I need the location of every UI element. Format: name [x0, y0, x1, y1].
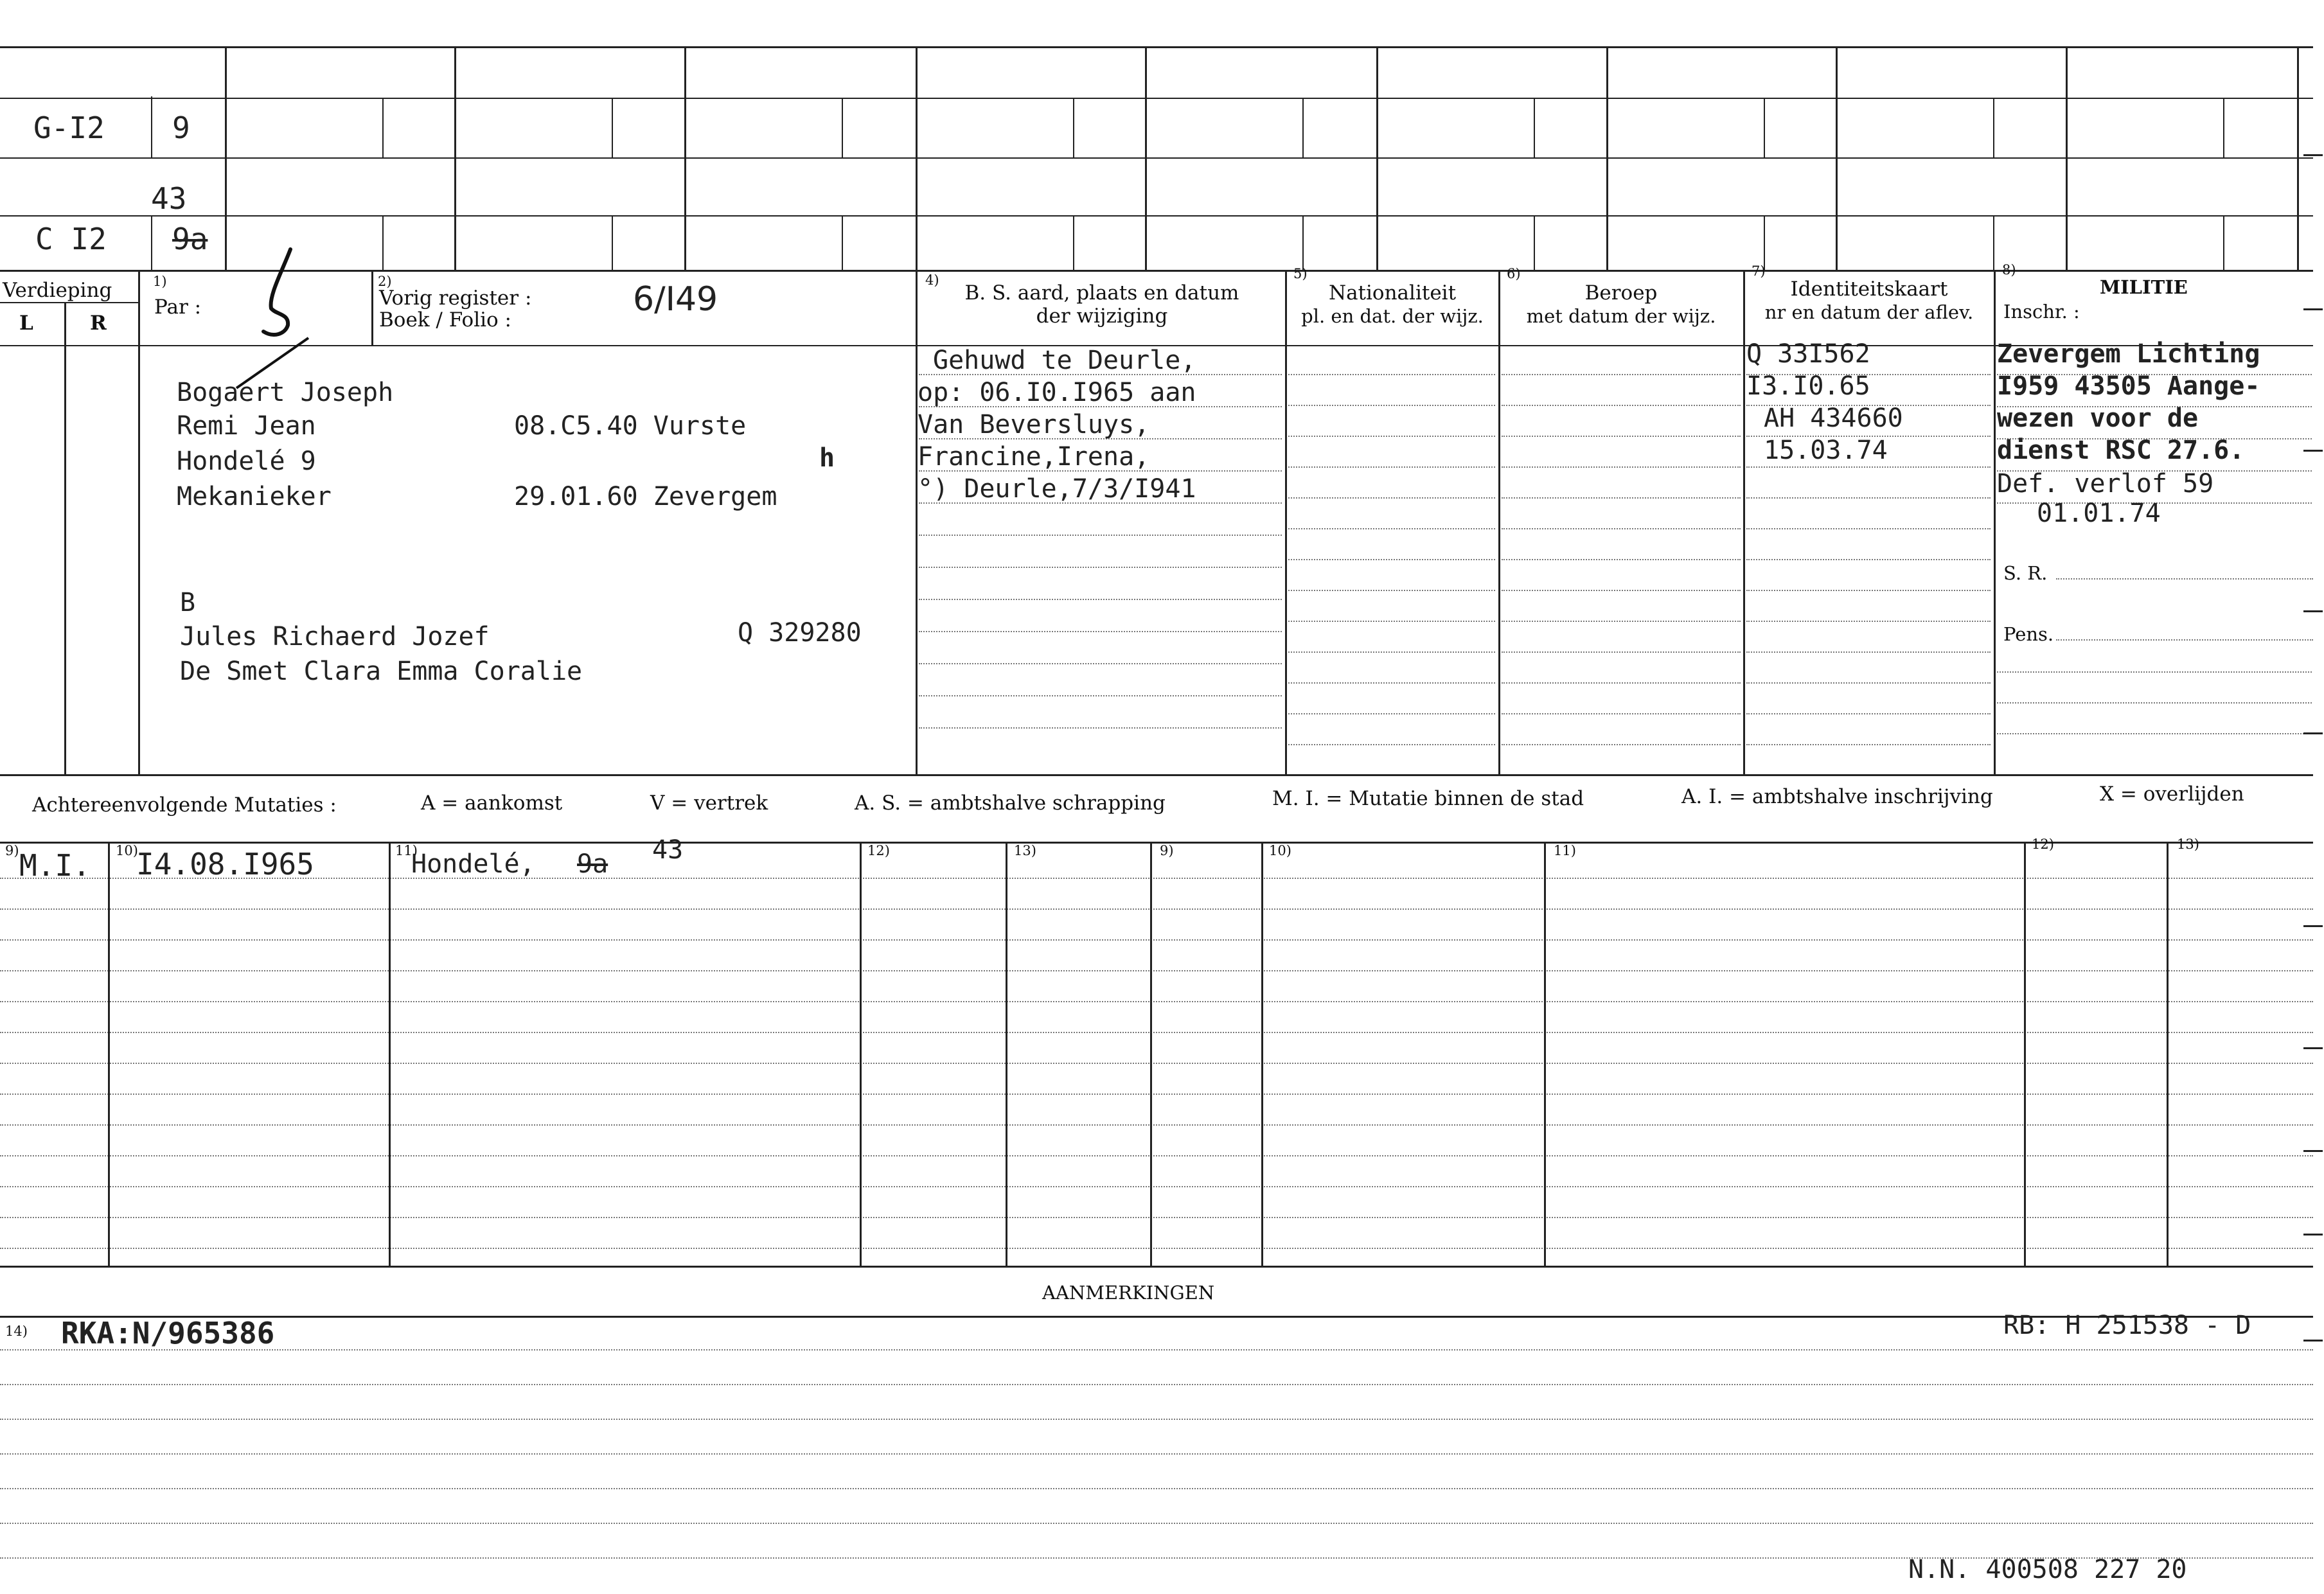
legend-removal: A. S. = ambtshalve schrapping — [855, 792, 1166, 815]
grid-line — [0, 774, 2313, 776]
grid-line — [684, 46, 686, 270]
mother-name: De Smet Clara Emma Coralie — [180, 657, 583, 686]
grid-line — [919, 727, 1282, 729]
grid-line — [1993, 215, 1994, 270]
grid-line — [919, 631, 1282, 632]
grid-line — [916, 270, 918, 774]
col-r-label: R — [90, 312, 107, 335]
top-border — [0, 46, 2313, 48]
section-b: B — [180, 588, 196, 617]
person-occupation: Mekanieker — [177, 482, 332, 511]
grid-line — [860, 842, 862, 1266]
grid-line — [1534, 215, 1535, 270]
grid-line — [1288, 590, 1495, 591]
grid-line — [0, 1488, 2313, 1489]
grid-line — [1502, 405, 1741, 406]
grid-line — [1502, 651, 1741, 653]
person-birth: 08.C5.40 Vurste — [514, 411, 747, 441]
nat-header-2: pl. en dat. der wijz. — [1301, 305, 1484, 327]
mut-col-9b: 9) — [1160, 843, 1174, 858]
grid-line — [916, 46, 918, 270]
grid-line — [2223, 215, 2224, 270]
id-date-2: 15.03.74 — [1764, 436, 1888, 465]
mut-col-12: 12) — [867, 843, 890, 858]
mutation-old-number: 9a — [577, 849, 608, 879]
grid-line — [138, 270, 140, 774]
civil-line-4: Francine,Irena, — [918, 442, 1150, 472]
grid-line — [371, 270, 373, 345]
grid-line — [0, 1266, 2313, 1268]
civil-line-2: op: 06.I0.I965 aan — [918, 378, 1196, 407]
grid-line — [1502, 528, 1741, 529]
grid-line — [0, 157, 2313, 159]
grid-line — [1746, 682, 1991, 684]
mut-col-11b: 11) — [1554, 843, 1576, 858]
grid-line — [1502, 590, 1741, 591]
top-value-3: 9a — [172, 222, 208, 256]
civil-line-3: Van Beversluys, — [918, 410, 1150, 439]
grid-line — [1288, 713, 1495, 714]
top-value-2: 43 — [151, 181, 187, 216]
mut-col-13b: 13) — [2177, 837, 2199, 852]
grid-line — [1502, 374, 1741, 375]
grid-line — [1502, 713, 1741, 714]
grid-line — [1502, 436, 1741, 437]
militie-line-4: dienst RSC 27.6. — [1997, 436, 2245, 465]
grid-line — [1746, 497, 1991, 499]
beroep-header-1: Beroep — [1584, 281, 1658, 305]
mutation-date: I4.08.I965 — [136, 847, 314, 881]
grid-line — [2303, 308, 2323, 310]
grid-line — [1502, 682, 1741, 684]
grid-line — [1746, 528, 1991, 529]
grid-line — [1288, 559, 1495, 560]
mut-col-11: 11) — [395, 843, 418, 858]
legend-death: X = overlijden — [2100, 783, 2244, 806]
grid-line — [0, 1523, 2313, 1524]
top-code-3: C I2 — [35, 222, 107, 256]
grid-line — [919, 567, 1282, 568]
grid-line — [1544, 842, 1546, 1266]
remarks-rka: RKA:N/965386 — [61, 1316, 275, 1350]
grid-line — [1502, 466, 1741, 468]
grid-line — [2303, 610, 2323, 612]
grid-line — [1502, 621, 1741, 622]
grid-line — [0, 878, 2313, 879]
mutation-address: Hondelé, — [411, 849, 535, 879]
grid-line — [1994, 270, 1996, 774]
grid-line — [1746, 466, 1991, 468]
grid-line — [2056, 578, 2313, 580]
grid-line — [1746, 590, 1991, 591]
note-2: 2) — [378, 274, 392, 289]
grid-line — [1288, 682, 1495, 684]
legend-departure: V = vertrek — [650, 792, 768, 815]
beroep-header-2: met datum der wijz. — [1526, 305, 1716, 327]
note-4: 4) — [925, 272, 939, 288]
grid-line — [1997, 671, 2312, 673]
grid-line — [151, 215, 152, 270]
militie-line-6: 01.01.74 — [2037, 499, 2161, 528]
grid-line — [382, 98, 384, 159]
grid-line — [0, 1155, 2313, 1156]
grid-line — [0, 1186, 2313, 1187]
grid-line — [2303, 1150, 2323, 1152]
register-value: 6/I49 — [633, 280, 718, 319]
grid-line — [2303, 1047, 2323, 1049]
militie-line-2: I959 43505 Aange- — [1997, 371, 2260, 401]
par-label: Par : — [154, 296, 202, 319]
grid-line — [1746, 559, 1991, 560]
grid-line — [2303, 1340, 2323, 1342]
note-14: 14) — [5, 1324, 28, 1339]
note-8: 8) — [2002, 262, 2016, 278]
grid-line — [108, 842, 110, 1266]
person-mark: h — [819, 443, 835, 473]
bs-header-1: B. S. aard, plaats en datum — [964, 281, 1239, 305]
note-1: 1) — [153, 274, 167, 289]
grid-line — [1746, 621, 1991, 622]
grid-line — [1498, 270, 1500, 774]
grid-line — [1288, 374, 1495, 375]
militie-line-3: wezen voor de — [1997, 403, 2199, 433]
grid-line — [454, 46, 456, 270]
grid-line — [1502, 497, 1741, 499]
grid-line — [1145, 46, 1147, 270]
grid-line — [0, 98, 2313, 99]
boek-folio-label: Boek / Folio : — [379, 308, 511, 332]
id-number-2: AH 434660 — [1764, 403, 1903, 433]
id-header-2: nr en datum der aflev. — [1764, 301, 1974, 323]
grid-line — [2303, 450, 2323, 452]
grid-line — [1502, 744, 1741, 745]
grid-line — [2297, 46, 2299, 270]
grid-line — [0, 842, 2313, 844]
grid-line — [1836, 46, 1838, 270]
grid-line — [842, 215, 843, 270]
mutation-type: M.I. — [19, 848, 91, 883]
grid-line — [842, 98, 843, 159]
grid-line — [1606, 46, 1608, 270]
grid-line — [2223, 98, 2224, 159]
mut-col-13: 13) — [1014, 843, 1036, 858]
grid-line — [0, 1316, 2313, 1318]
grid-line — [919, 535, 1282, 536]
grid-line — [0, 270, 2313, 272]
grid-line — [0, 1453, 2313, 1455]
grid-line — [1743, 270, 1745, 774]
grid-line — [1285, 270, 1287, 774]
verdieping-label: Verdieping — [3, 279, 112, 302]
grid-line — [0, 1001, 2313, 1002]
grid-line — [0, 1032, 2313, 1033]
grid-line — [1764, 98, 1765, 159]
grid-line — [0, 1248, 2313, 1249]
grid-line — [0, 215, 2313, 217]
grid-line — [612, 215, 613, 270]
grid-line — [2303, 925, 2323, 927]
militie-line-5: Def. verlof 59 — [1997, 469, 2214, 499]
person-address: Hondelé 9 — [177, 447, 316, 476]
person-name: Bogaert Joseph — [177, 378, 394, 407]
pens-label: Pens. — [2003, 623, 2054, 645]
grid-line — [1073, 215, 1074, 270]
grid-line — [2024, 842, 2026, 1266]
grid-line — [1502, 559, 1741, 560]
mutation-new-number: 43 — [652, 835, 684, 865]
grid-line — [0, 302, 138, 303]
grid-line — [1261, 842, 1263, 1266]
person-since: 29.01.60 Zevergem — [514, 482, 777, 511]
nat-header-1: Nationaliteit — [1328, 281, 1457, 305]
grid-line — [1288, 436, 1495, 437]
legend-title: Achtereenvolgende Mutaties : — [32, 793, 337, 817]
mut-col-10: 10) — [116, 843, 138, 858]
grid-line — [1288, 651, 1495, 653]
grid-line — [2303, 732, 2323, 734]
grid-line — [1302, 98, 1304, 159]
grid-line — [0, 1217, 2313, 1218]
grid-line — [612, 98, 613, 159]
grid-line — [1376, 46, 1378, 270]
grid-line — [1534, 98, 1535, 159]
id-header-1: Identiteitskaart — [1790, 278, 1948, 301]
grid-line — [1006, 842, 1007, 1266]
grid-line — [0, 939, 2313, 941]
grid-line — [1288, 621, 1495, 622]
mut-col-9: 9) — [5, 843, 19, 858]
legend-city-mutation: M. I. = Mutatie binnen de stad — [1272, 787, 1584, 810]
legend-arrival: A = aankomst — [421, 792, 563, 815]
note-6: 6) — [1507, 266, 1521, 281]
grid-line — [0, 1124, 2313, 1126]
grid-line — [919, 663, 1282, 664]
grid-line — [0, 908, 2313, 910]
signature-mark — [238, 244, 315, 341]
grid-line — [1150, 842, 1152, 1266]
grid-line — [1746, 744, 1991, 745]
grid-line — [1288, 528, 1495, 529]
father-name: Jules Richaerd Jozef — [180, 622, 490, 651]
grid-line — [1073, 98, 1074, 159]
grid-line — [919, 695, 1282, 696]
mut-col-10b: 10) — [1269, 843, 1291, 858]
grid-line — [64, 302, 66, 774]
id-number-1: Q 33I562 — [1746, 339, 1870, 369]
grid-line — [1993, 98, 1994, 159]
civil-line-1: Gehuwd te Deurle, — [933, 346, 1196, 375]
grid-line — [2303, 1234, 2323, 1235]
grid-line — [1302, 215, 1304, 270]
grid-line — [2056, 639, 2313, 641]
grid-line — [2303, 154, 2323, 156]
grid-line — [151, 96, 152, 157]
legend-registration: A. I. = ambtshalve inschrijving — [1681, 785, 1993, 808]
grid-line — [2066, 46, 2068, 270]
militie-label: MILITIE — [2100, 276, 2188, 298]
col-l-label: L — [19, 312, 33, 335]
grid-line — [1288, 405, 1495, 406]
grid-line — [0, 1349, 2313, 1350]
grid-line — [2167, 842, 2169, 1266]
father-id: Q 329280 — [738, 618, 862, 648]
note-7: 7) — [1752, 263, 1766, 279]
grid-line — [0, 970, 2313, 971]
id-date-1: I3.I0.65 — [1746, 371, 1870, 401]
note-5: 5) — [1293, 266, 1308, 281]
grid-line — [382, 215, 384, 270]
sr-label: S. R. — [2003, 562, 2048, 584]
pen-stroke — [231, 334, 315, 392]
grid-line — [1288, 497, 1495, 499]
footer-reference: N.N. 400508 227 20 — [1908, 1555, 2187, 1584]
top-value-1: 9 — [172, 111, 190, 145]
grid-line — [1288, 744, 1495, 745]
grid-line — [919, 599, 1282, 600]
remarks-rb: RB: H 251538 - D — [2003, 1311, 2251, 1340]
person-given-names: Remi Jean — [177, 411, 316, 441]
remarks-title: AANMERKINGEN — [1042, 1282, 1215, 1304]
grid-line — [1746, 651, 1991, 653]
top-code-1: G-I2 — [33, 111, 105, 145]
grid-line — [0, 1384, 2313, 1385]
grid-line — [1997, 733, 2312, 734]
grid-line — [1288, 466, 1495, 468]
grid-line — [225, 46, 227, 270]
grid-line — [1997, 702, 2312, 704]
militie-line-1: Zevergem Lichting — [1997, 339, 2260, 369]
grid-line — [0, 1094, 2313, 1095]
civil-line-5: °) Deurle,7/3/I941 — [918, 474, 1196, 504]
mut-col-12b: 12) — [2032, 837, 2054, 852]
vorig-register-label: Vorig register : — [379, 287, 532, 310]
inschr-label: Inschr. : — [2003, 301, 2080, 323]
grid-line — [1764, 215, 1765, 270]
grid-line — [0, 1063, 2313, 1064]
grid-line — [0, 1419, 2313, 1420]
grid-line — [1746, 713, 1991, 714]
grid-line — [389, 842, 391, 1266]
bs-header-2: der wijziging — [1036, 305, 1168, 328]
